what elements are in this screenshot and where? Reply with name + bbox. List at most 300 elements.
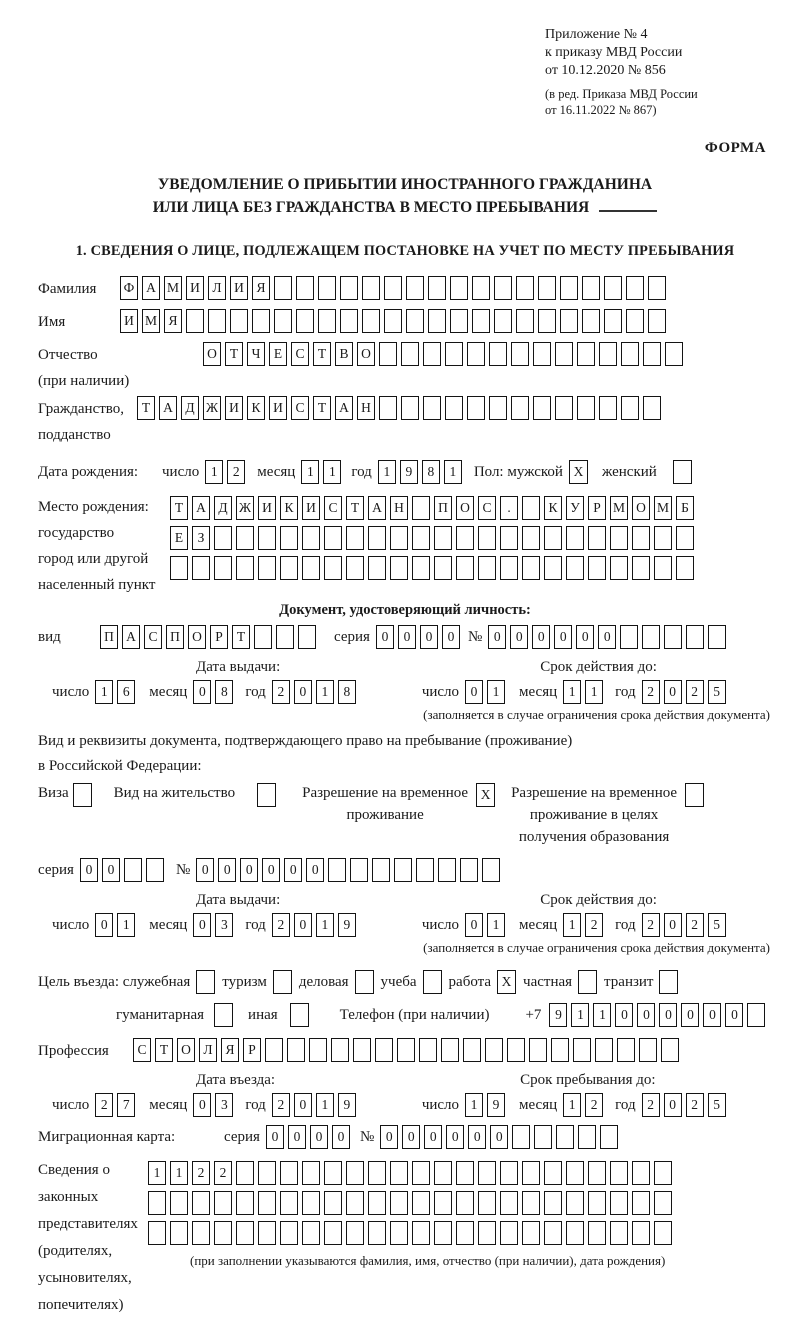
char-box[interactable] [534,1125,552,1149]
char-box[interactable] [412,496,430,520]
char-box[interactable]: 2 [272,913,290,937]
char-box[interactable]: 1 [316,913,334,937]
char-box[interactable]: Л [208,276,226,300]
char-box[interactable]: Ж [203,396,221,420]
char-box[interactable] [494,276,512,300]
purpose-work-checkbox[interactable]: X [497,970,516,994]
char-box[interactable]: 0 [442,625,460,649]
char-box[interactable] [494,309,512,333]
char-box[interactable] [522,1191,540,1215]
char-box[interactable]: 2 [227,460,245,484]
char-box[interactable] [302,1191,320,1215]
char-box[interactable] [604,309,622,333]
char-box[interactable] [280,1161,298,1185]
char-box[interactable]: С [324,496,342,520]
char-box[interactable] [632,526,650,550]
char-box[interactable] [610,1161,628,1185]
char-box[interactable] [533,342,551,366]
char-box[interactable] [604,276,622,300]
char-box[interactable] [214,526,232,550]
char-box[interactable] [302,556,320,580]
char-box[interactable] [390,1161,408,1185]
char-box[interactable] [588,1221,606,1245]
char-box[interactable]: 0 [725,1003,743,1027]
char-box[interactable] [412,556,430,580]
char-box[interactable]: 0 [637,1003,655,1027]
char-box[interactable] [379,396,397,420]
char-box[interactable] [186,309,204,333]
char-box[interactable] [170,1191,188,1215]
char-box[interactable] [302,1221,320,1245]
char-box[interactable] [423,396,441,420]
char-box[interactable] [324,1221,342,1245]
char-box[interactable] [192,1221,210,1245]
char-box[interactable] [676,526,694,550]
char-box[interactable]: 1 [95,680,113,704]
char-box[interactable] [280,526,298,550]
char-box[interactable] [324,1191,342,1215]
char-box[interactable] [368,556,386,580]
char-box[interactable] [346,1191,364,1215]
char-box[interactable]: 2 [686,913,704,937]
char-box[interactable] [456,556,474,580]
char-box[interactable] [566,1191,584,1215]
char-box[interactable]: И [302,496,320,520]
char-box[interactable]: 0 [294,1093,312,1117]
char-box[interactable] [610,1191,628,1215]
char-box[interactable]: . [500,496,518,520]
char-box[interactable]: 2 [585,1093,603,1117]
char-box[interactable] [170,556,188,580]
char-box[interactable] [676,556,694,580]
char-box[interactable]: М [164,276,182,300]
char-box[interactable] [401,396,419,420]
char-box[interactable]: Б [676,496,694,520]
char-box[interactable] [146,858,164,882]
char-box[interactable] [512,1125,530,1149]
char-box[interactable]: 0 [468,1125,486,1149]
char-box[interactable] [456,1221,474,1245]
char-box[interactable]: Т [225,342,243,366]
char-box[interactable] [124,858,142,882]
char-box[interactable]: П [100,625,118,649]
char-box[interactable]: 1 [301,460,319,484]
char-box[interactable] [394,858,412,882]
char-box[interactable]: А [142,276,160,300]
char-box[interactable] [632,556,650,580]
char-box[interactable]: 9 [338,1093,356,1117]
char-box[interactable] [538,309,556,333]
char-box[interactable] [599,396,617,420]
char-box[interactable]: Д [214,496,232,520]
char-box[interactable] [258,526,276,550]
char-box[interactable] [434,1221,452,1245]
char-box[interactable] [544,1161,562,1185]
char-box[interactable]: 6 [117,680,135,704]
char-box[interactable] [566,1161,584,1185]
char-box[interactable]: 0 [262,858,280,882]
char-box[interactable]: 0 [266,1125,284,1149]
char-box[interactable] [372,858,390,882]
char-box[interactable]: 0 [102,858,120,882]
char-box[interactable] [555,342,573,366]
char-box[interactable]: И [120,309,138,333]
char-box[interactable] [416,858,434,882]
char-box[interactable]: 1 [316,1093,334,1117]
char-box[interactable]: Д [181,396,199,420]
char-box[interactable] [511,396,529,420]
char-box[interactable] [566,1221,584,1245]
char-box[interactable] [419,1038,437,1062]
char-box[interactable]: 1 [323,460,341,484]
char-box[interactable]: 1 [487,913,505,937]
char-box[interactable]: 9 [549,1003,567,1027]
char-box[interactable]: Е [269,342,287,366]
char-box[interactable]: О [632,496,650,520]
char-box[interactable]: В [335,342,353,366]
char-box[interactable]: П [166,625,184,649]
char-box[interactable] [340,276,358,300]
char-box[interactable] [375,1038,393,1062]
char-box[interactable] [406,276,424,300]
char-box[interactable]: 2 [585,913,603,937]
char-box[interactable] [384,309,402,333]
char-box[interactable]: 1 [148,1161,166,1185]
char-box[interactable] [401,342,419,366]
char-box[interactable] [214,1221,232,1245]
char-box[interactable] [582,276,600,300]
char-box[interactable]: 1 [571,1003,589,1027]
char-box[interactable] [556,1125,574,1149]
purpose-private-checkbox[interactable] [578,970,597,994]
char-box[interactable] [353,1038,371,1062]
char-box[interactable] [555,396,573,420]
char-box[interactable] [362,309,380,333]
char-box[interactable] [309,1038,327,1062]
char-box[interactable] [192,1191,210,1215]
char-box[interactable] [412,1221,430,1245]
char-box[interactable]: 0 [598,625,616,649]
char-box[interactable]: 0 [310,1125,328,1149]
char-box[interactable]: 0 [532,625,550,649]
char-box[interactable]: 0 [703,1003,721,1027]
char-box[interactable]: 5 [708,1093,726,1117]
char-box[interactable] [588,556,606,580]
char-box[interactable]: О [357,342,375,366]
char-box[interactable] [482,858,500,882]
char-box[interactable]: 1 [593,1003,611,1027]
char-box[interactable]: 1 [316,680,334,704]
char-box[interactable] [324,556,342,580]
char-box[interactable] [665,342,683,366]
char-box[interactable] [577,342,595,366]
char-box[interactable] [274,276,292,300]
char-box[interactable] [577,396,595,420]
char-box[interactable]: 2 [272,1093,290,1117]
char-box[interactable]: А [159,396,177,420]
residence-permit-checkbox[interactable] [257,783,276,807]
char-box[interactable] [318,309,336,333]
char-box[interactable] [626,276,644,300]
purpose-humanitarian-checkbox[interactable] [214,1003,233,1027]
char-box[interactable] [148,1191,166,1215]
char-box[interactable] [148,1221,166,1245]
char-box[interactable]: Р [588,496,606,520]
char-box[interactable] [296,276,314,300]
char-box[interactable]: Т [232,625,250,649]
char-box[interactable]: 0 [402,1125,420,1149]
char-box[interactable] [578,1125,596,1149]
char-box[interactable] [522,1221,540,1245]
char-box[interactable] [258,1161,276,1185]
char-box[interactable]: 1 [585,680,603,704]
char-box[interactable] [456,1191,474,1215]
char-box[interactable] [610,556,628,580]
char-box[interactable] [265,1038,283,1062]
char-box[interactable] [472,309,490,333]
char-box[interactable]: 1 [487,680,505,704]
char-box[interactable]: К [280,496,298,520]
char-box[interactable] [287,1038,305,1062]
char-box[interactable] [434,556,452,580]
char-box[interactable]: Т [313,342,331,366]
char-box[interactable]: 0 [490,1125,508,1149]
char-box[interactable] [538,276,556,300]
char-box[interactable] [632,1221,650,1245]
char-box[interactable] [643,396,661,420]
char-box[interactable] [551,1038,569,1062]
char-box[interactable]: 0 [95,913,113,937]
char-box[interactable] [350,858,368,882]
char-box[interactable]: 9 [487,1093,505,1117]
char-box[interactable]: 9 [400,460,418,484]
char-box[interactable]: 7 [117,1093,135,1117]
char-box[interactable]: Т [313,396,331,420]
char-box[interactable]: Р [243,1038,261,1062]
char-box[interactable] [324,1161,342,1185]
char-box[interactable]: И [258,496,276,520]
char-box[interactable] [639,1038,657,1062]
char-box[interactable]: О [203,342,221,366]
char-box[interactable]: 2 [192,1161,210,1185]
char-box[interactable]: 2 [272,680,290,704]
char-box[interactable]: 2 [686,680,704,704]
char-box[interactable]: М [142,309,160,333]
char-box[interactable] [522,526,540,550]
char-box[interactable]: К [544,496,562,520]
temp-residence-education-checkbox[interactable] [685,783,704,807]
char-box[interactable]: З [192,526,210,550]
char-box[interactable]: 0 [294,680,312,704]
char-box[interactable]: И [269,396,287,420]
char-box[interactable]: 8 [215,680,233,704]
char-box[interactable]: 8 [422,460,440,484]
char-box[interactable] [192,556,210,580]
char-box[interactable] [368,526,386,550]
char-box[interactable] [632,1161,650,1185]
char-box[interactable] [406,309,424,333]
char-box[interactable] [456,1161,474,1185]
char-box[interactable] [533,396,551,420]
char-box[interactable]: 0 [510,625,528,649]
char-box[interactable]: 0 [196,858,214,882]
purpose-transit-checkbox[interactable] [659,970,678,994]
char-box[interactable] [298,625,316,649]
char-box[interactable] [582,309,600,333]
char-box[interactable] [236,1221,254,1245]
char-box[interactable] [214,556,232,580]
char-box[interactable]: 0 [664,680,682,704]
char-box[interactable] [434,526,452,550]
char-box[interactable] [588,1191,606,1215]
char-box[interactable]: 1 [563,1093,581,1117]
char-box[interactable] [472,276,490,300]
char-box[interactable] [390,1191,408,1215]
char-box[interactable] [599,342,617,366]
char-box[interactable] [664,625,682,649]
char-box[interactable]: А [368,496,386,520]
purpose-business-checkbox[interactable] [355,970,374,994]
char-box[interactable] [626,309,644,333]
char-box[interactable] [544,1221,562,1245]
char-box[interactable]: О [177,1038,195,1062]
char-box[interactable]: 0 [288,1125,306,1149]
char-box[interactable] [252,309,270,333]
sex-male-checkbox[interactable]: X [569,460,588,484]
char-box[interactable] [654,1221,672,1245]
char-box[interactable] [621,342,639,366]
char-box[interactable] [324,526,342,550]
char-box[interactable] [390,526,408,550]
char-box[interactable] [331,1038,349,1062]
char-box[interactable] [346,556,364,580]
char-box[interactable] [610,526,628,550]
char-box[interactable]: 5 [708,913,726,937]
char-box[interactable] [296,309,314,333]
char-box[interactable] [258,1221,276,1245]
char-box[interactable]: 0 [615,1003,633,1027]
char-box[interactable]: 2 [95,1093,113,1117]
char-box[interactable] [610,1221,628,1245]
char-box[interactable] [236,1161,254,1185]
purpose-official-checkbox[interactable] [196,970,215,994]
char-box[interactable] [478,1161,496,1185]
char-box[interactable]: 0 [376,625,394,649]
char-box[interactable]: 1 [205,460,223,484]
char-box[interactable] [258,1191,276,1215]
char-box[interactable]: Н [390,496,408,520]
char-box[interactable]: 3 [215,913,233,937]
char-box[interactable] [258,556,276,580]
char-box[interactable] [170,1221,188,1245]
char-box[interactable] [362,276,380,300]
char-box[interactable] [522,1161,540,1185]
char-box[interactable] [434,1191,452,1215]
char-box[interactable] [390,1221,408,1245]
char-box[interactable] [522,556,540,580]
char-box[interactable]: 0 [193,680,211,704]
char-box[interactable] [346,1221,364,1245]
char-box[interactable]: 2 [214,1161,232,1185]
visa-checkbox[interactable] [73,783,92,807]
char-box[interactable] [276,625,294,649]
char-box[interactable] [236,526,254,550]
char-box[interactable] [544,1191,562,1215]
char-box[interactable] [236,1191,254,1215]
char-box[interactable] [544,526,562,550]
char-box[interactable] [390,556,408,580]
char-box[interactable]: 8 [338,680,356,704]
char-box[interactable] [445,342,463,366]
char-box[interactable] [500,1221,518,1245]
char-box[interactable] [346,526,364,550]
char-box[interactable]: С [291,396,309,420]
char-box[interactable] [236,556,254,580]
char-box[interactable]: И [186,276,204,300]
char-box[interactable] [412,1191,430,1215]
char-box[interactable] [747,1003,765,1027]
char-box[interactable] [428,309,446,333]
char-box[interactable] [434,1161,452,1185]
char-box[interactable]: Р [210,625,228,649]
char-box[interactable]: Я [221,1038,239,1062]
char-box[interactable] [478,1221,496,1245]
char-box[interactable] [686,625,704,649]
char-box[interactable]: А [192,496,210,520]
char-box[interactable]: Т [170,496,188,520]
char-box[interactable] [280,1221,298,1245]
char-box[interactable] [478,556,496,580]
char-box[interactable]: У [566,496,584,520]
char-box[interactable]: 0 [332,1125,350,1149]
char-box[interactable] [489,396,507,420]
char-box[interactable]: 0 [488,625,506,649]
char-box[interactable]: И [225,396,243,420]
char-box[interactable]: Ж [236,496,254,520]
char-box[interactable] [456,526,474,550]
char-box[interactable]: 2 [642,913,660,937]
char-box[interactable] [566,526,584,550]
char-box[interactable] [340,309,358,333]
char-box[interactable]: 0 [424,1125,442,1149]
char-box[interactable] [516,276,534,300]
char-box[interactable]: 0 [218,858,236,882]
char-box[interactable] [438,858,456,882]
char-box[interactable] [500,556,518,580]
char-box[interactable] [208,309,226,333]
char-box[interactable]: 1 [117,913,135,937]
char-box[interactable] [516,309,534,333]
char-box[interactable] [600,1125,618,1149]
char-box[interactable]: С [478,496,496,520]
char-box[interactable]: 0 [240,858,258,882]
char-box[interactable] [654,1191,672,1215]
char-box[interactable]: 0 [380,1125,398,1149]
char-box[interactable] [274,309,292,333]
char-box[interactable]: Я [252,276,270,300]
char-box[interactable] [560,276,578,300]
char-box[interactable]: 2 [642,680,660,704]
char-box[interactable] [511,342,529,366]
char-box[interactable] [412,1161,430,1185]
char-box[interactable]: 1 [170,1161,188,1185]
char-box[interactable]: 0 [294,913,312,937]
char-box[interactable] [463,1038,481,1062]
char-box[interactable] [478,526,496,550]
char-box[interactable] [500,1161,518,1185]
char-box[interactable] [654,526,672,550]
char-box[interactable] [412,526,430,550]
